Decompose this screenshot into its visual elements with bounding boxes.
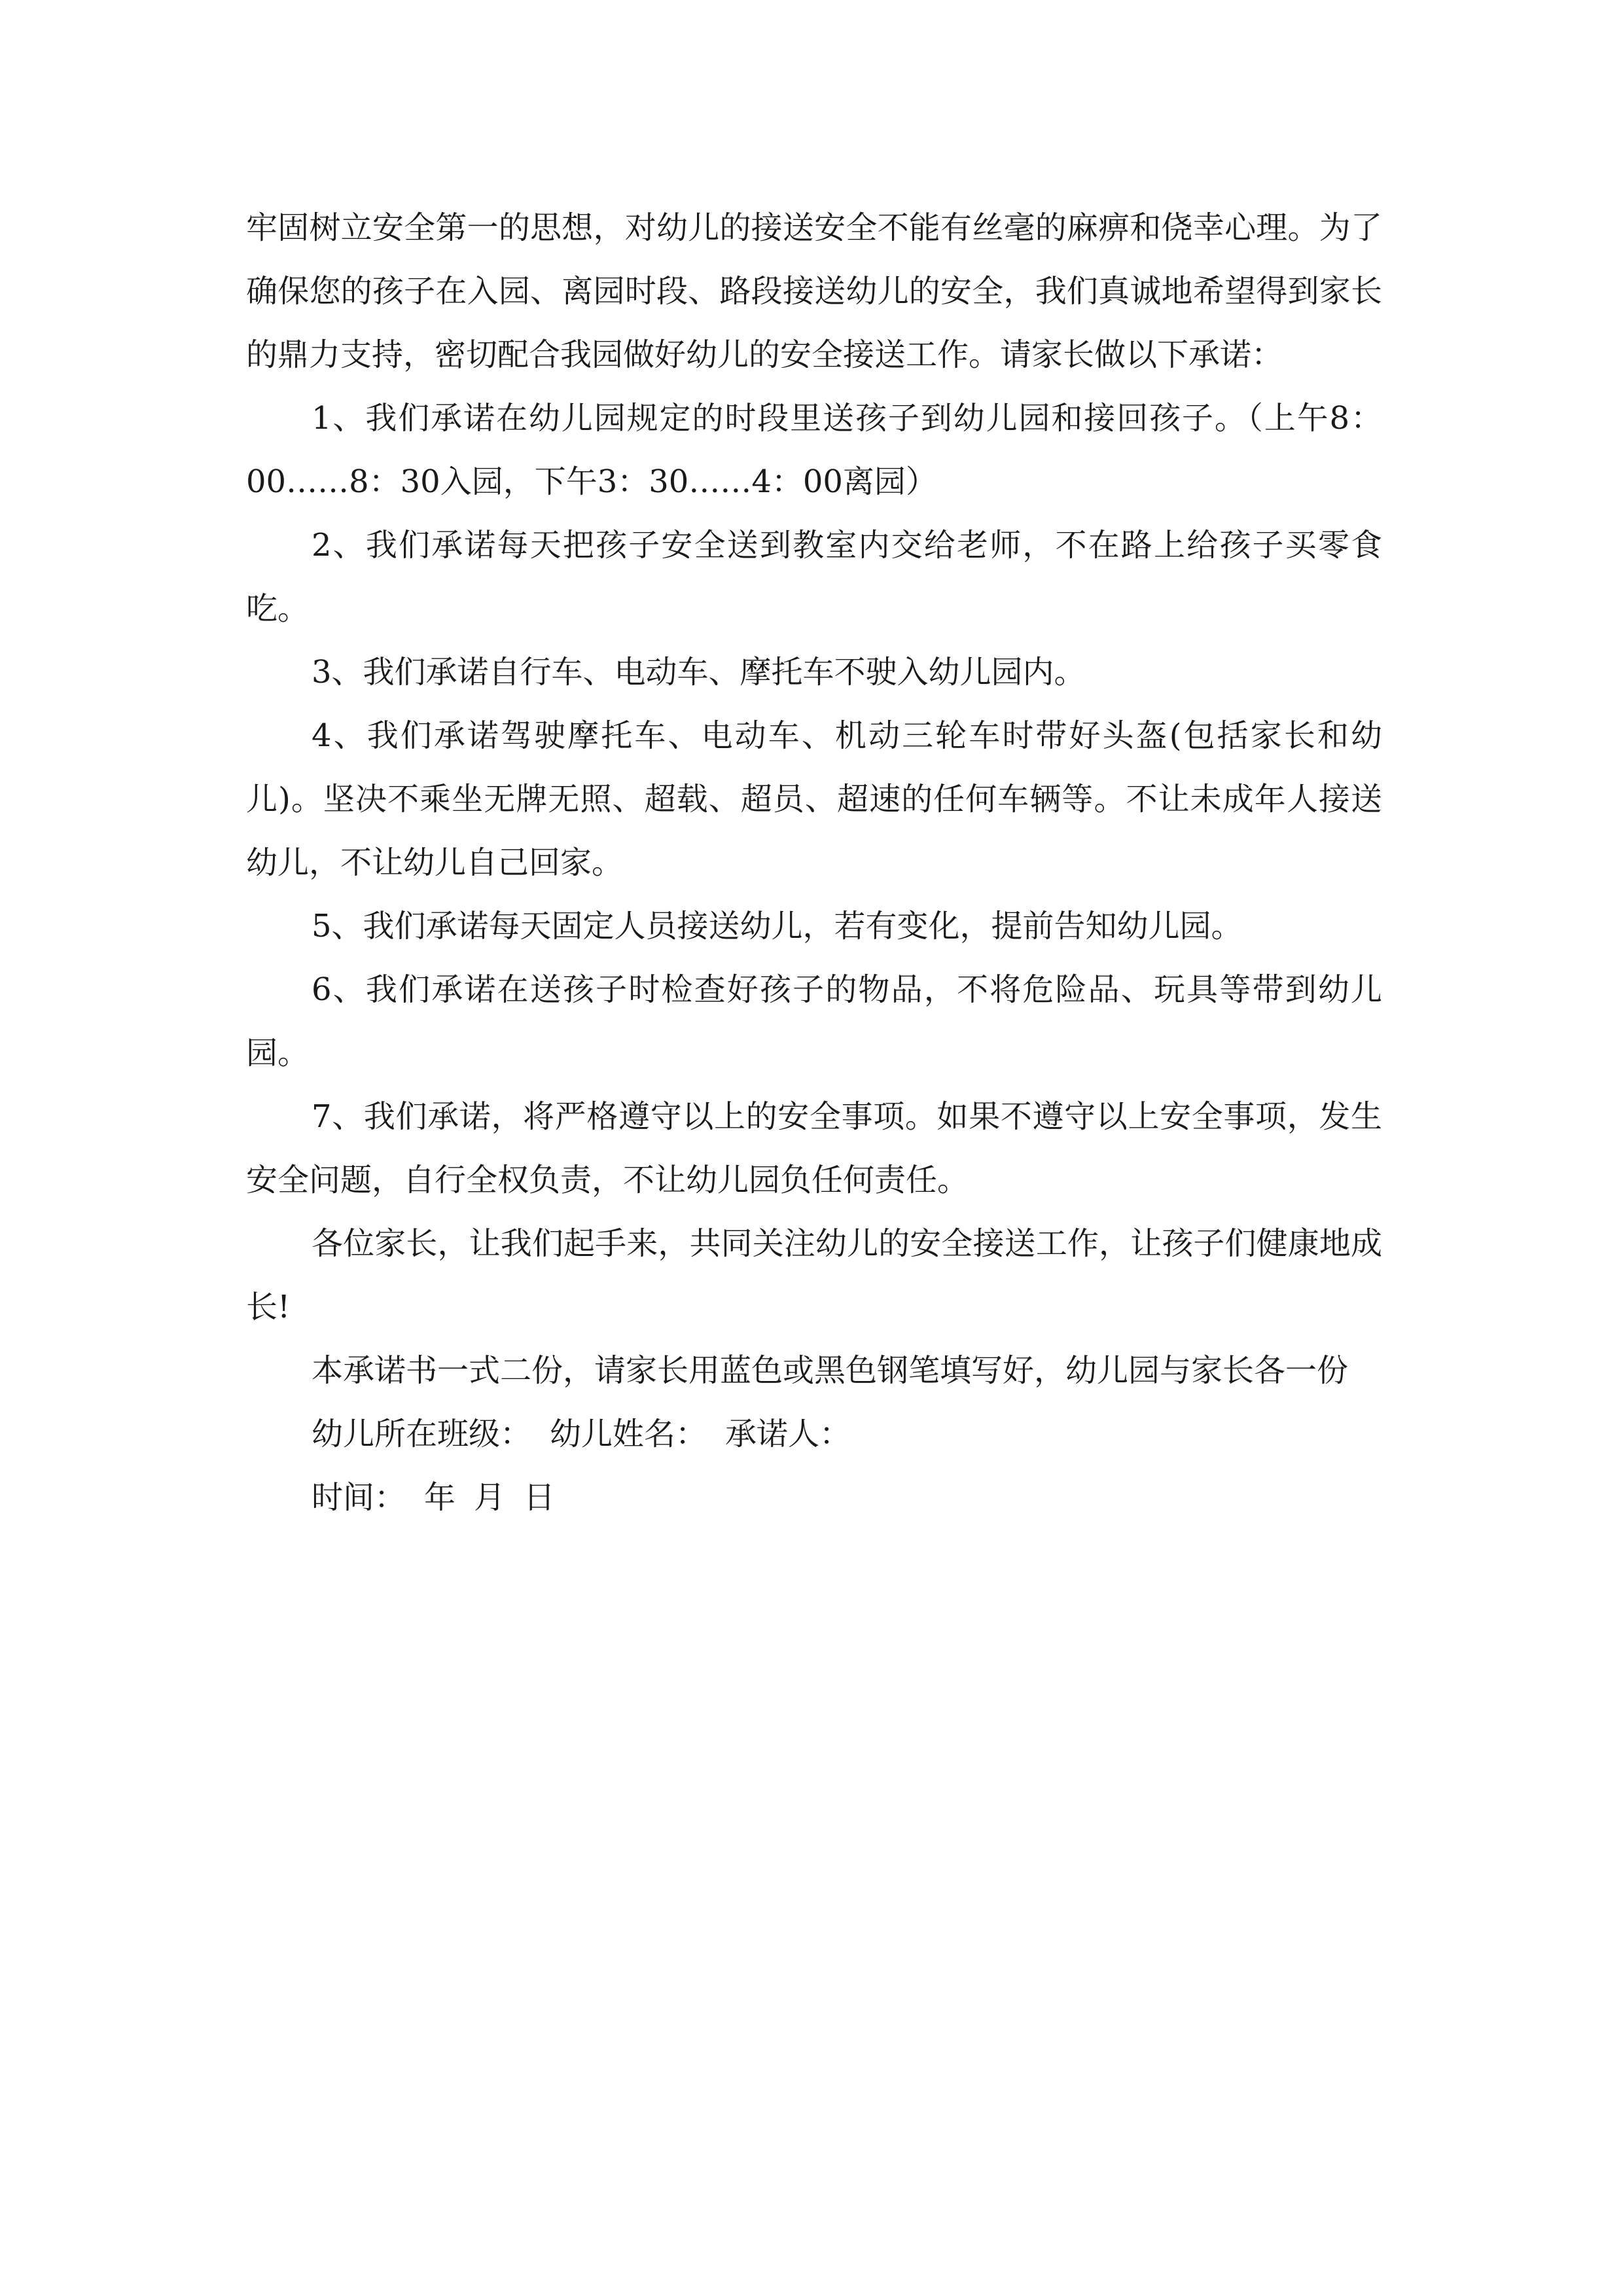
signature-line	[246, 1403, 1382, 1466]
document-body	[246, 196, 1382, 1530]
year-label: 年	[424, 1479, 456, 1516]
closing-paragraph: 各位家长，让我们起手来，共同关注幼儿的安全接送工作，让孩子们健康地成长!	[246, 1225, 1382, 1325]
promise-7: 7、我们承诺，将严格遵守以上的安全事项。如果不遵守以上安全事项，发生安全问题，自行全权负责，不让幼儿园负任何责任。	[246, 1098, 1382, 1198]
day-label: 日	[524, 1479, 556, 1516]
promise-2: 2、我们承诺每天把孩子安全送到教室内交给老师，不在路上给孩子买零食吃。	[246, 527, 1382, 627]
date-label: 时间：	[312, 1479, 406, 1516]
child-name-label: 幼儿姓名：	[550, 1416, 707, 1452]
promise-6: 6、我们承诺在送孩子时检查好孩子的物品，不将危险品、玩具等带到幼儿园。	[246, 971, 1382, 1071]
promise-3: 3、我们承诺自行车、电动车、摩托车不驶入幼儿园内。	[312, 654, 1086, 691]
month-label: 月	[474, 1479, 506, 1516]
promise-5: 5、我们承诺每天固定人员接送幼儿，若有变化，提前告知幼儿园。	[312, 908, 1243, 944]
promise-1: 1、我们承诺在幼儿园规定的时段里送孩子到幼儿园和接回孩子。（上午8：00……8：30入园，下午3：30……4：00离园）	[246, 400, 1382, 500]
class-label: 幼儿所在班级：	[312, 1416, 532, 1452]
promise-4: 4、我们承诺驾驶摩托车、电动车、机动三轮车时带好头盔(包括家长和幼儿)。坚决不乘坐无牌无照、超载、超员、超速的任何车辆等。不让未成年人接送幼儿，不让幼儿自己回家。	[246, 717, 1382, 881]
copies-note: 本承诺书一式二份，请家长用蓝色或黑色钢笔填写好，幼儿园与家长各一份	[312, 1352, 1349, 1389]
intro-paragraph: 牢固树立安全第一的思想，对幼儿的接送安全不能有丝毫的麻痹和侥幸心理。为了确保您的孩子在入园、离园时段、路段接送幼儿的安全，我们真诚地希望得到家长的鼎力支持，密切配合我园做好幼儿的安全接送工作。请家长做以下承诺：	[246, 209, 1382, 373]
promiser-label: 承诺人：	[725, 1416, 851, 1452]
date-line	[246, 1466, 1382, 1530]
